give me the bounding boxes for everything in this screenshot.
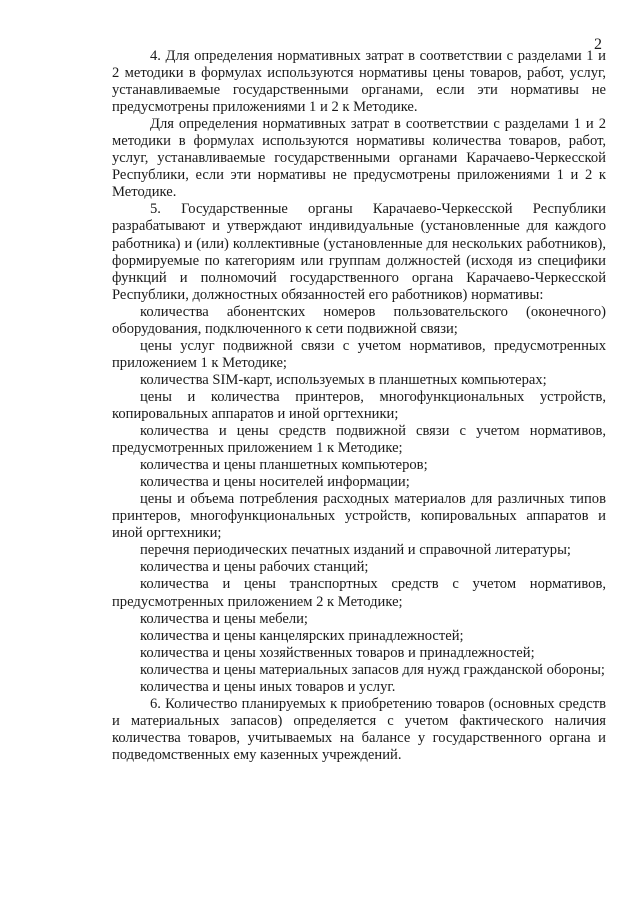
norm-list-item: количества абонентских номеров пользовательского (оконечного) оборудования, подключенного к сети подвижной связи; bbox=[112, 303, 606, 337]
norm-list-item: количества и цены рабочих станций; bbox=[140, 559, 369, 576]
norm-list-item: количества и цены транспортных средств с учетом нормативов, предусмотренных приложением 2 к Методике; bbox=[112, 576, 606, 610]
norm-list-item: цены и количества принтеров, многофункциональных устройств, копировальных аппаратов и иной оргтехники; bbox=[112, 388, 606, 422]
paragraph-4: 4. Для определения нормативных затрат в соответствии с разделами 1 и 2 методики в формулах используются нормативы цены товаров, работ, услуг, устанавливаемые государственными органами, если эти нормативы не предусмотрены приложениями 1 и 2 к Методике. bbox=[112, 48, 606, 116]
document-body bbox=[112, 48, 606, 764]
norm-list-item: количества и цены мебели; bbox=[140, 610, 308, 627]
norm-list-item: количества и цены иных товаров и услуг. bbox=[140, 678, 396, 695]
norm-list-item: количества и цены средств подвижной связи с учетом нормативов, предусмотренных приложением 1 к Методике; bbox=[112, 423, 606, 457]
norm-list-item: цены и объема потребления расходных материалов для различных типов принтеров, многофункциональных устройств, копировальных аппаратов и иной оргтехники; bbox=[112, 491, 606, 542]
norm-list-item: количества и цены носителей информации; bbox=[140, 474, 410, 491]
norm-list-item: количества и цены планшетных компьютеров; bbox=[140, 457, 428, 474]
norm-list-item: количества и цены канцелярских принадлежностей; bbox=[140, 627, 464, 644]
page-number: 2 bbox=[594, 36, 602, 53]
paragraph-6: 6. Количество планируемых к приобретению товаров (основных средств и материальных запасов) определяется с учетом фактического наличия количества товаров, учитываемых на балансе у государственного органа и подведомственных ему казенных учреждений. bbox=[112, 695, 606, 763]
norm-list-item: перечня периодических печатных изданий и справочной литературы; bbox=[140, 542, 571, 559]
norm-list-item: количества SIM-карт, используемых в планшетных компьютерах; bbox=[140, 371, 547, 388]
norm-list-item: количества и цены хозяйственных товаров и принадлежностей; bbox=[140, 644, 535, 661]
norm-list-item: количества и цены материальных запасов для нужд гражданской обороны; bbox=[140, 661, 605, 678]
norm-list-item: цены услуг подвижной связи с учетом нормативов, предусмотренных приложением 1 к Методике; bbox=[112, 337, 606, 371]
paragraph-4-continued: Для определения нормативных затрат в соответствии с разделами 1 и 2 методики в формулах используются нормативы количества товаров, работ, услуг, устанавливаемые государственными органами Карачаево-Черкесской Республики, если эти нормативы не предусмотрены приложениями 1 и 2 к Методике. bbox=[112, 116, 606, 201]
paragraph-5: 5. Государственные органы Карачаево-Черкесской Республики разрабатывают и утверждают индивидуальные (установленные для каждого работника) и (или) коллективные (установленные для нескольких работников), формируемые по категориям или группам должностей (исходя из специфики функций и полномочий государственного органа Карачаево-Черкесской Республики, должностных обязанностей его работников) нормативы: bbox=[112, 201, 606, 303]
